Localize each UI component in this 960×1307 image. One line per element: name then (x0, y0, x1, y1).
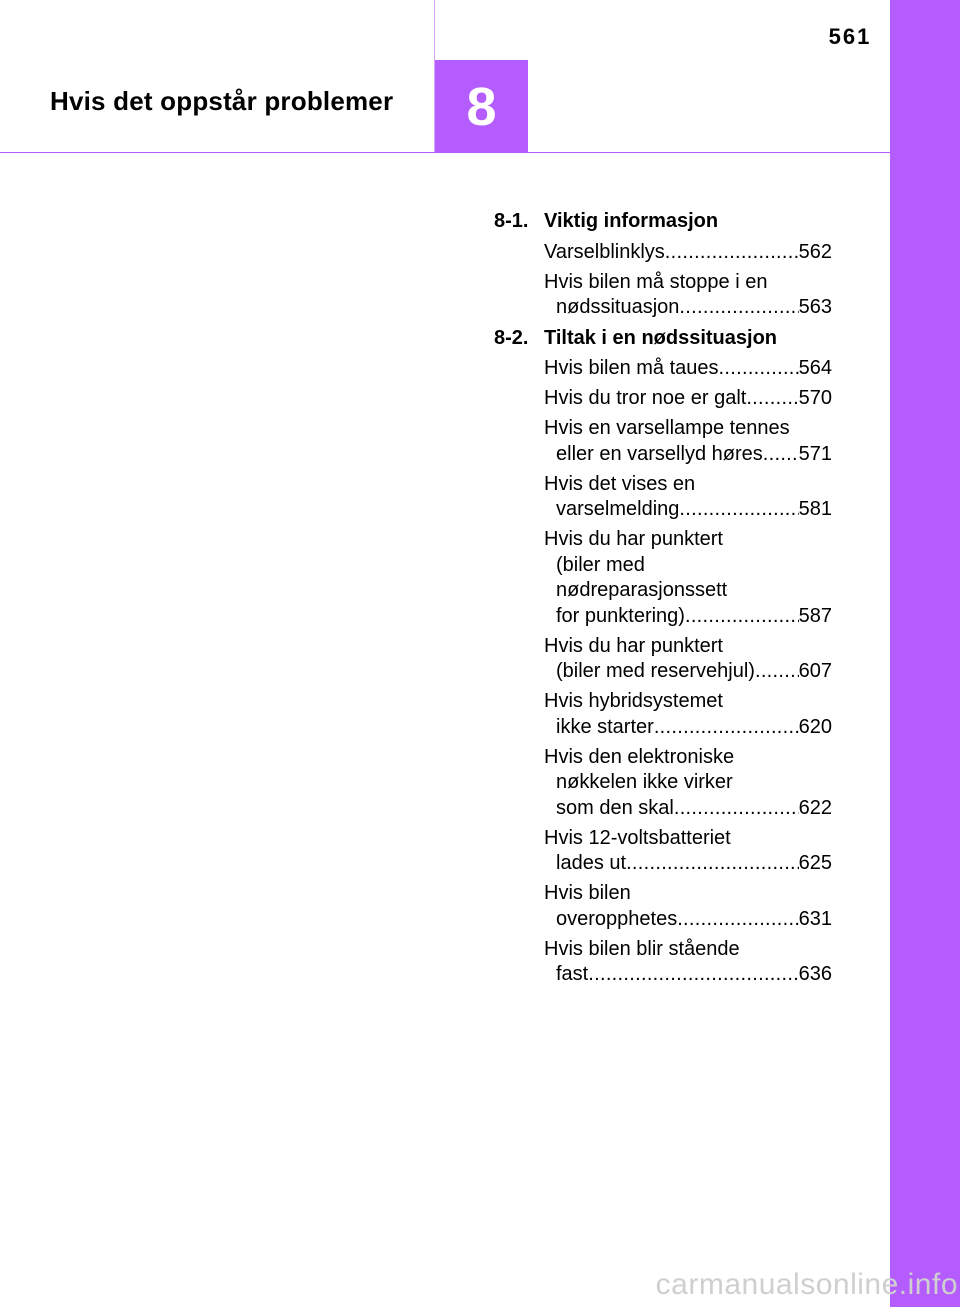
toc-entry[interactable] (544, 745, 832, 822)
entry-text: ikke starter (556, 715, 654, 738)
dot-leader (674, 796, 799, 822)
entry-text: nødssituasjon (556, 296, 680, 318)
toc-entry[interactable] (544, 826, 832, 877)
entry-page-number: 622 (798, 796, 832, 819)
entry-text: Hvis bilen må stoppe i en (544, 270, 768, 293)
dot-leader (588, 962, 798, 988)
entry-text: varselmelding (556, 498, 680, 520)
entry-page-number: 571 (798, 442, 832, 465)
chapter-number: 8 (466, 76, 497, 137)
toc-entry[interactable] (544, 634, 832, 685)
entry-row (544, 604, 832, 630)
entry-row (544, 386, 832, 412)
section-number: 8-1. (494, 210, 529, 232)
toc-entry[interactable] (544, 937, 832, 988)
entry-text: overopphetes (556, 907, 678, 930)
toc-entry[interactable] (544, 472, 832, 523)
watermark: carmanualsonline.info (655, 1268, 958, 1301)
entry-text: nøkkelen ikke virker (556, 771, 733, 793)
toc-entry[interactable] (544, 386, 832, 412)
dot-leader (755, 659, 799, 685)
entry-text: Hvis den elektroniske (544, 745, 735, 768)
entry-page-number: 625 (798, 852, 832, 874)
entry-page-number: 636 (798, 963, 832, 985)
entry-page-number: 563 (798, 296, 832, 318)
entry-text: Hvis du har punktert (544, 634, 723, 657)
dot-leader (719, 356, 799, 382)
entry-row (544, 356, 832, 382)
entry-row (544, 295, 832, 321)
chapter-number-box (435, 60, 528, 153)
entry-page-number: 562 (798, 240, 832, 263)
dot-leader (679, 295, 798, 321)
entry-row (544, 715, 832, 741)
table-of-contents (494, 209, 832, 993)
chapter-side-tab (890, 0, 960, 1307)
chapter-title: Hvis det oppstår problemer (50, 86, 394, 116)
entry-text: Hvis en varsellampe tennes (544, 417, 790, 439)
entry-page-number: 570 (798, 387, 832, 409)
entry-row (544, 796, 832, 822)
section-title: Tiltak i en nødssituasjon (544, 326, 778, 349)
entry-text: Hvis du tror noe er galt (544, 387, 747, 409)
entry-text: lades ut (556, 852, 627, 874)
entry-text: Hvis 12-voltsbatteriet (544, 826, 731, 849)
entry-text: Hvis hybridsystemet (544, 690, 723, 712)
dot-leader (685, 604, 799, 630)
toc-entry[interactable] (544, 356, 832, 382)
entry-page-number: 587 (798, 604, 832, 627)
toc-entry[interactable] (544, 240, 832, 266)
entry-text: Hvis bilen må taues (544, 357, 719, 379)
section-heading (494, 209, 832, 235)
dot-leader (626, 851, 799, 877)
toc-entry[interactable] (544, 527, 832, 629)
entry-row (544, 962, 832, 988)
entry-text: eller en varsellyd høres (556, 442, 763, 465)
entry-text: fast (556, 963, 589, 985)
entry-page-number: 564 (798, 357, 832, 379)
entry-page-number: 607 (798, 660, 832, 682)
entry-text: Hvis bilen (544, 882, 631, 904)
entry-row (544, 442, 832, 468)
entry-text: nødreparasjonssett (556, 579, 728, 601)
entry-row (544, 497, 832, 523)
dot-leader (746, 386, 798, 412)
section-title: Viktig informasjon (544, 210, 719, 232)
entry-row (544, 907, 832, 933)
entry-text: Hvis det vises en (544, 472, 696, 495)
entry-text: (biler med (556, 553, 645, 576)
entry-row (544, 659, 832, 685)
dot-leader (763, 442, 799, 468)
toc-section (494, 326, 832, 988)
dot-leader (677, 907, 798, 933)
toc-entry[interactable] (544, 270, 832, 321)
entry-row (544, 851, 832, 877)
entry-page-number: 620 (798, 715, 832, 738)
entry-text: Hvis du har punktert (544, 528, 723, 550)
entry-text: (biler med reservehjul) (556, 660, 755, 682)
entry-row (544, 240, 832, 266)
entry-text: for punktering) (556, 604, 685, 627)
entry-page-number: 581 (798, 498, 832, 520)
page-number: 561 (828, 24, 872, 49)
entry-page-number: 631 (798, 907, 832, 930)
dot-leader (665, 240, 799, 266)
section-number: 8-2. (494, 326, 529, 349)
dot-leader (654, 715, 799, 741)
entry-text: Hvis bilen blir stående (544, 937, 740, 960)
toc-entry[interactable] (544, 416, 832, 467)
toc-entry[interactable] (544, 881, 832, 932)
toc-entry[interactable] (544, 689, 832, 740)
section-heading (494, 326, 832, 352)
toc-section (494, 209, 832, 321)
entry-text: som den skal (556, 796, 674, 819)
entry-text: Varselblinklys (544, 240, 665, 263)
dot-leader (679, 497, 798, 523)
